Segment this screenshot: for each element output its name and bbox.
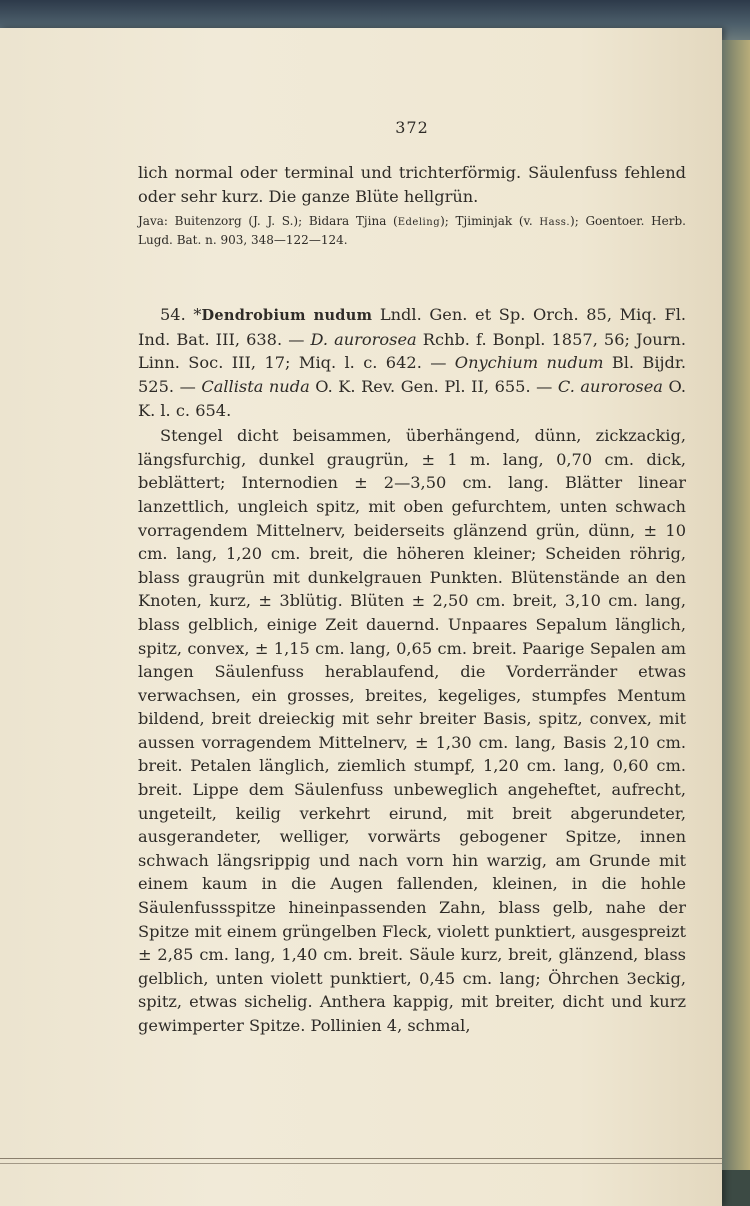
synonym-2: Onychium nudum — [454, 353, 604, 373]
localities-part2: ); Tjiminjak (v. — [440, 214, 540, 229]
species-entry — [138, 303, 686, 422]
bottom-rule — [0, 1158, 722, 1164]
reference-1: Lndl. Gen. et Sp. Orch. 85, Miq. Fl. Ind. Bat. III, 638. — — [138, 305, 687, 349]
synonym-3: Callista nuda — [201, 376, 310, 396]
localities-paragraph — [138, 213, 686, 249]
page-number: 372 — [395, 118, 429, 137]
reference-3: Bl. Bijdr. 525. — — [138, 353, 686, 396]
reference-4: O. K. Rev. Gen. Pl. II, 655. — — [309, 376, 558, 396]
intro-paragraph: lich normal oder terminal und trichterförmig. Säulenfuss fehlend oder sehr kurz. Die ganze Blüte hellgrün. — [138, 163, 686, 206]
reference-5: O. K. l. c. 654. — [138, 376, 686, 420]
page-content — [138, 118, 686, 1038]
synonym-1: D. aurorosea — [310, 329, 417, 349]
reference-2: Rchb. f. Bonpl. 1857, 56; Journ. Linn. Soc. III, 17; Miq. l. c. 642. — — [138, 329, 687, 373]
collector-edeling: Edeling — [397, 217, 441, 229]
localities-part3: ); Goentoer. Herb. Lugd. Bat. n. 903, 348—122—124. — [138, 214, 686, 247]
page-stack-edge — [722, 40, 750, 1170]
synonym-4: C. aurorosea — [557, 376, 663, 396]
species-name: Dendrobium nudum — [201, 307, 373, 325]
species-description: Stengel dicht beisammen, überhängend, dünn, zickzackig, längsfurchig, dunkel graugrün, ± 1 m. lang, 0,70 cm. dick, beblättert; Internodien ± 2—3,50 cm. lang. Blätter linear lanzettlich, ungleich spitz, mit oben gefurchtem, unten schwach vorragendem Mittelnerv, beiderseits glänzend grün, dünn, ± 10 cm. lang, 1,20 cm. breit, die höheren kleiner; Scheiden röhrig, blass graugrün mit dunkelgrauen Punkten. Blütenstände an den Knoten, kurz, ± 3blütig. Blüten ± 2,50 cm. breit, 3,10 cm. lang, blass gelblich, einige Zeit dauernd. Unpaares Sepalum länglich, spitz, convex, ± 1,15 cm. lang, 0,65 cm. breit. Paarige Sepalen am langen Säulenfuss herablaufend, die Vorderränder etwas verwachsen, ein grosses, breites, kegeliges, stumpfes Mentum bildend, breit dreieckig mit sehr breiter Basis, spitz, convex, mit aussen vorragendem Mittelnerv, ± 1,30 cm. lang, Basis 2,10 cm. breit. Petalen länglich, ziemlich stumpf, 1,20 cm. lang, 0,60 cm. breit. Lippe dem Säulenfuss unbeweglich angeheftet, aufrecht, ungeteilt, keilig verkehrt eirund, mit breit abgerundeter, ausgerandeter, welliger, vorwärts gebogener Spitze, innen schwach längsrippig und nach vorn hin warzig, am Grunde mit einem kaum in die Augen fallenden, kleinen, in die hohle Säulenfussspitze hineinpassenden Zahn, blass gelb, nahe der Spitze mit einem grüngelben Fleck, violett punktiert, ausgespreizt ± 2,85 cm. lang, 1,40 cm. breit. Säule kurz, breit, glänzend, blass gelblich, unten violett punktiert, 0,45 cm. lang; Öhrchen 3eckig, spitz, etwas sichelig. Anthera kappig, mit breiter, dicht und kurz gewimperter Spitze. Pollinien 4, schmal, — [138, 426, 686, 1035]
localities-part1: Java: Buitenzorg (J. J. S.); Bidara Tjina ( — [138, 214, 398, 229]
entry-number: 54. * — [160, 305, 202, 325]
collector-hass: Hass. — [539, 217, 571, 229]
